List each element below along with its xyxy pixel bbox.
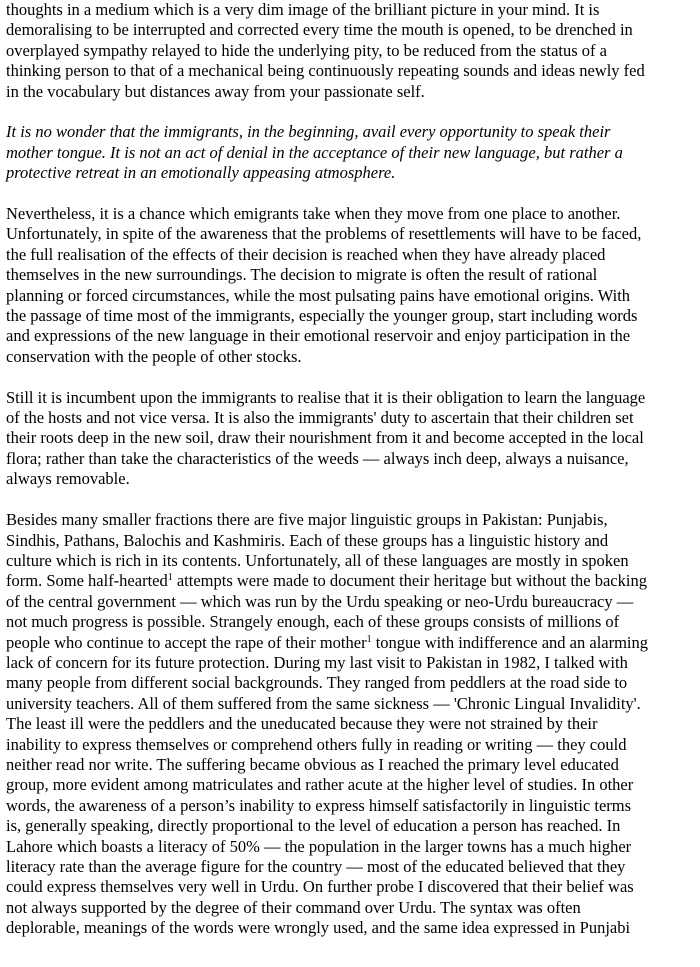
paragraph-italic — [6, 122, 696, 183]
text-line: is, generally speaking, directly proportional to the level of education a person has reached. In — [6, 816, 621, 836]
text-line: literacy rate than the average figure for the country — most of the educated believed that they — [6, 857, 626, 876]
text-line: form. Some half-hearted$^1$ attempts were made to document their heritage but without the backing — [6, 571, 647, 591]
text-line: It is no wonder that the immigrants, in the beginning, avail every opportunity to speak their — [6, 122, 611, 142]
text-line: university teachers. All of them suffered from the same sickness — 'Chronic Lingual Invalidity'. — [6, 693, 641, 713]
text-line: the full realisation of the effects of their decision is reached when they have already placed — [6, 244, 606, 264]
text-line: many people from different social backgrounds. They ranged from peddlers at the road side to — [6, 673, 628, 693]
text-line: overplayed sympathy relayed to hide the underlying pity, to be reduced from the status of a — [6, 40, 608, 60]
text-line: thinking person to that of a mechanical being continuously repeating sounds and ideas newly fed — [6, 61, 645, 81]
text-line: inability to express themselves or comprehend others fully in reading or writing — they could — [6, 734, 627, 754]
text-line: culture which is rich in its contents. Unfortunately, all of these languages are mostly in spoken — [6, 550, 629, 570]
text-line: of the hosts and not vice versa. It is also the immigrants' duty to ascertain that their children set — [6, 408, 634, 428]
text-line: thoughts in a medium which is a very dim image of the brilliant picture in your mind. It is — [6, 0, 600, 19]
text-line: demoralising to be interrupted and corrected every time the mouth is opened, to be drenched in — [6, 20, 633, 40]
text-line: lack of concern for its future protection. During my last visit to Pakistan in 1982, I talked with — [6, 652, 628, 672]
text-line: themselves in the new surroundings. The decision to migrate is often the result of rational — [6, 265, 598, 285]
text-line: people who continue to accept the rape of their mother$^1$ tongue with indifference and an alarming — [6, 632, 649, 652]
text-line: and expressions of the new language in their emotional reservoir and enjoy participation in the — [6, 326, 631, 346]
text-line: always removable. — [6, 469, 130, 489]
text-line: mother tongue. It is not an act of denial in the acceptance of their new language, but rather a — [6, 142, 623, 162]
paragraph — [6, 510, 696, 939]
text-line: flora; rather than take the characteristics of the weeds — always inch deep, always a nuisance, — [6, 448, 629, 468]
text-line: Unfortunately, in spite of the awareness that the problems of resettlements will have to be faced, — [6, 224, 642, 244]
text-line: in the vocabulary but distances away from your passionate self. — [6, 81, 425, 101]
text-line: conservation with the people of other stocks. — [6, 346, 302, 366]
text-line: planning or forced circumstances, while the most pulsating pains have emotional origins. With — [6, 285, 631, 305]
paragraph — [6, 0, 696, 102]
text-line: group, more evident among matriculates and rather acute at the higher level of studies. In other — [6, 775, 634, 795]
text-line: protective retreat in an emotionally appeasing atmosphere. — [6, 163, 396, 183]
text-line: words, the awareness of a person’s inability to express himself satisfactorily in linguistic terms — [6, 795, 632, 815]
text-line: not always supported by the degree of their command over Urdu. The syntax was often — [6, 897, 581, 917]
text-line: not much progress is possible. Strangely enough, each of these groups consists of millions of — [6, 612, 620, 632]
text-line: Lahore which boasts a literacy of 50% — the population in the larger towns has a much higher — [6, 836, 632, 856]
footnote-marker: 1 — [366, 633, 372, 645]
paragraph — [6, 204, 696, 367]
text-line: Still it is incumbent upon the immigrants to realise that it is their obligation to learn the language — [6, 387, 646, 407]
text-line: could express themselves very well in Urdu. On further probe I discovered that their belief was — [6, 877, 634, 897]
footnote-marker: 1 — [167, 572, 173, 584]
text-line: deplorable, meanings of the words were wrongly used, and the same idea expressed in Punjabi — [6, 918, 631, 938]
document-page — [6, 0, 696, 959]
text-line: their roots deep in the new soil, draw their nourishment from it and become accepted in the local — [6, 428, 644, 448]
text-line: Sindhis, Pathans, Balochis and Kashmiris. Each of these groups has a linguistic history and — [6, 530, 609, 550]
text-line: Nevertheless, it is a chance which emigrants take when they move from one place to another. — [6, 204, 621, 224]
text-line: Besides many smaller fractions there are five major linguistic groups in Pakistan: Punjabis, — [6, 510, 608, 530]
text-line: the passage of time most of the immigrants, especially the younger group, start including words — [6, 306, 638, 326]
paragraph — [6, 388, 696, 490]
text-line: neither read nor write. The suffering became obvious as I reached the primary level educated — [6, 754, 619, 774]
text-line: of the central government — which was run by the Urdu speaking or neo-Urdu bureaucracy — — [6, 591, 634, 611]
text-line: The least ill were the peddlers and the uneducated because they were not strained by their — [6, 714, 598, 734]
